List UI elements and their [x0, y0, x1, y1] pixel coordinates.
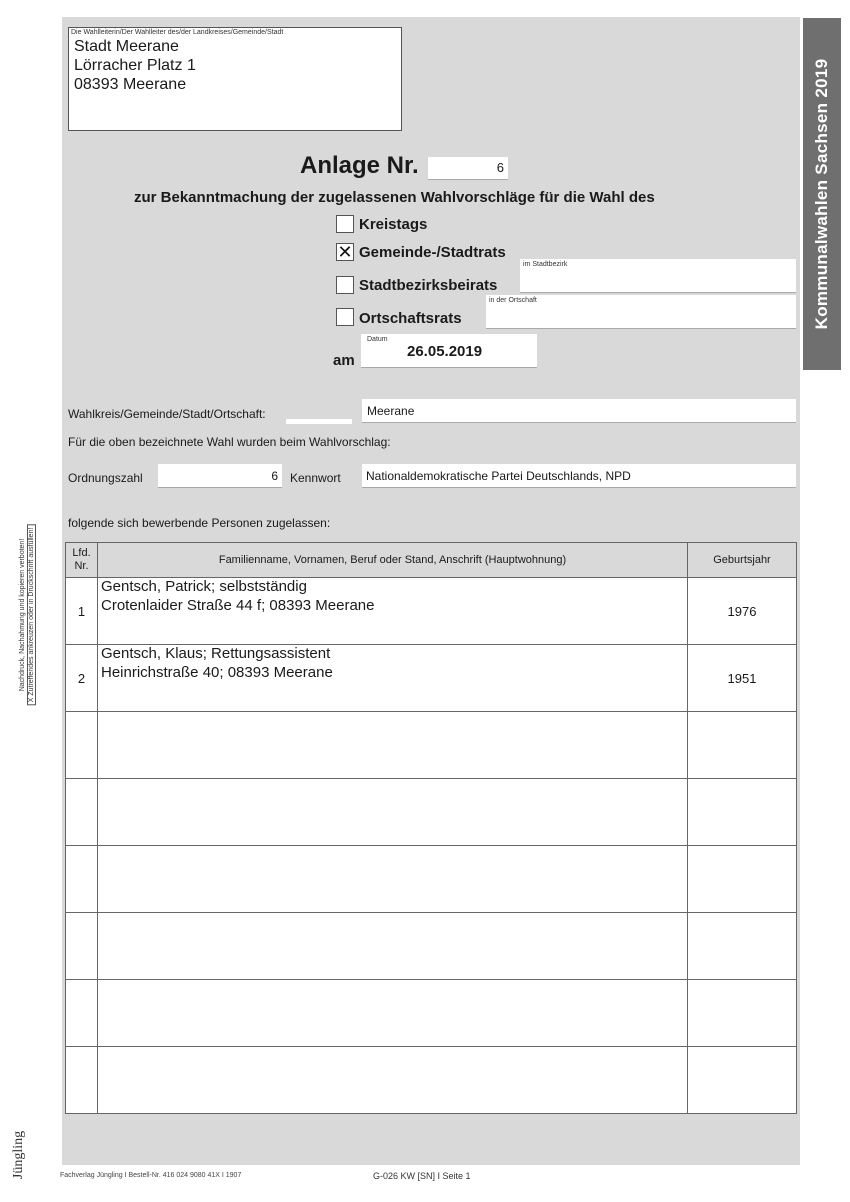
row-line1: Gentsch, Klaus; Rettungsassistent [101, 645, 331, 662]
kennwort-value: Nationaldemokratische Partei Deutschlands, NPD [366, 469, 631, 483]
ortschaftsrat-label: Ortschaftsrats [359, 310, 462, 327]
wahlkreis-value: Meerane [367, 404, 415, 418]
row-year: 1951 [688, 645, 797, 712]
ortschaftsrat-checkbox[interactable] [336, 308, 354, 326]
row-year: 1976 [688, 578, 797, 645]
kreistags-label: Kreistags [359, 216, 428, 233]
row-year [688, 846, 797, 913]
row-line2: Heinrichstraße 40; 08393 Meerane [101, 664, 333, 681]
row-year [688, 980, 797, 1047]
table-row[interactable] [66, 846, 797, 913]
date-value: 26.05.2019 [407, 343, 483, 360]
row-nr [66, 980, 98, 1047]
row-entry [98, 645, 688, 712]
anlage-number-field[interactable] [428, 157, 508, 180]
publisher-logo [5, 1115, 33, 1195]
row-year [688, 712, 797, 779]
kreistags-checkbox[interactable] [336, 215, 354, 233]
table-header-row [66, 543, 797, 578]
address-line-3: 08393 Meerane [74, 76, 187, 93]
table-row[interactable] [66, 980, 797, 1047]
stadtbezirksbeirat-label: Stadtbezirksbeirats [359, 277, 498, 294]
table-row[interactable] [66, 712, 797, 779]
row-entry [98, 980, 688, 1047]
sidebar-banner [803, 18, 841, 370]
stadtbezirksbeirat-checkbox[interactable] [336, 276, 354, 294]
row-nr [66, 779, 98, 846]
row-nr [66, 712, 98, 779]
gemeinderat-label: Gemeinde-/Stadtrats [359, 244, 506, 261]
row-line2: Crotenlaider Straße 44 f; 08393 Meerane [101, 597, 375, 614]
wahlkreis-label: Wahlkreis/Gemeinde/Stadt/Ortschaft: [68, 407, 266, 421]
ordnungszahl-label: Ordnungszahl [68, 471, 143, 485]
row-entry [98, 846, 688, 913]
row-nr: 2 [66, 645, 98, 712]
row-entry [98, 1047, 688, 1114]
row-entry [98, 913, 688, 980]
header-nr-line2: Nr. [74, 560, 89, 572]
ordnungszahl-field[interactable] [158, 464, 282, 488]
kennwort-field[interactable] [362, 464, 796, 488]
row-entry [98, 578, 688, 645]
subtitle: zur Bekanntmachung der zugelassenen Wahlvorschläge für die Wahl des [134, 189, 655, 206]
intro-text: Für die oben bezeichnete Wahl wurden beim Wahlvorschlag: [68, 435, 391, 449]
header-nr [66, 543, 98, 578]
footer-right: G-026 KW [SN] I Seite 1 [373, 1171, 471, 1181]
kennwort-label: Kennwort [290, 471, 341, 485]
date-prefix: am [333, 352, 355, 369]
row-entry [98, 712, 688, 779]
row-nr: 1 [66, 578, 98, 645]
ortschaft-hint: in der Ortschaft [489, 297, 537, 304]
date-hint: Datum [367, 336, 388, 343]
wahlkreis-label-underline [286, 419, 352, 424]
ortschaft-field[interactable] [486, 295, 796, 329]
candidates-table [65, 542, 797, 1114]
row-nr [66, 846, 98, 913]
anlage-number: 6 [496, 160, 504, 175]
wahlkreis-field[interactable] [362, 399, 796, 423]
table-row[interactable] [66, 913, 797, 980]
side-note [12, 500, 42, 730]
row-year [688, 779, 797, 846]
address-header: Die Wahlleiterin/Der Wahlleiter des/der Landkreises/Gemeinde/Stadt [71, 29, 284, 36]
ordnungszahl-value: 6 [271, 469, 278, 483]
page-title: Anlage Nr. [300, 152, 419, 179]
table-row[interactable] [66, 645, 797, 712]
table-row[interactable] [66, 578, 797, 645]
address-box [68, 27, 402, 131]
persons-intro: folgende sich bewerbende Personen zugelassen: [68, 516, 331, 530]
row-entry [98, 779, 688, 846]
stadtbezirk-hint: im Stadtbezirk [523, 261, 568, 268]
footer-left: Fachverlag Jüngling I Bestell-Nr. 416 024 9080 41X I 1907 [60, 1172, 242, 1179]
side-note-line1: Nachdruck, Nachahmung und kopieren verboten! [19, 538, 26, 692]
header-year: Geburtsjahr [688, 543, 797, 578]
row-year [688, 1047, 797, 1114]
row-nr [66, 913, 98, 980]
side-note-text [18, 525, 36, 706]
side-note-line2: X Zutreffendes ankreuzen oder in Druckschrift ausfüllen! [27, 525, 36, 706]
sidebar-title: Kommunalwahlen Sachsen 2019 [812, 58, 831, 330]
address-line-1: Stadt Meerane [74, 38, 179, 55]
table-row[interactable] [66, 1047, 797, 1114]
row-line1: Gentsch, Patrick; selbstständig [101, 578, 307, 595]
publisher-logo-text: Jüngling [11, 1130, 26, 1180]
row-nr [66, 1047, 98, 1114]
gemeinderat-checkbox[interactable]: ✕ [337, 242, 353, 262]
table-row[interactable] [66, 779, 797, 846]
date-field[interactable] [361, 334, 537, 368]
row-year [688, 913, 797, 980]
header-nr-line1: Lfd. [72, 547, 91, 559]
stadtbezirk-field[interactable] [520, 259, 796, 293]
address-line-2: Lörracher Platz 1 [74, 57, 196, 74]
header-name: Familienname, Vornamen, Beruf oder Stand, Anschrift (Hauptwohnung) [98, 543, 688, 578]
